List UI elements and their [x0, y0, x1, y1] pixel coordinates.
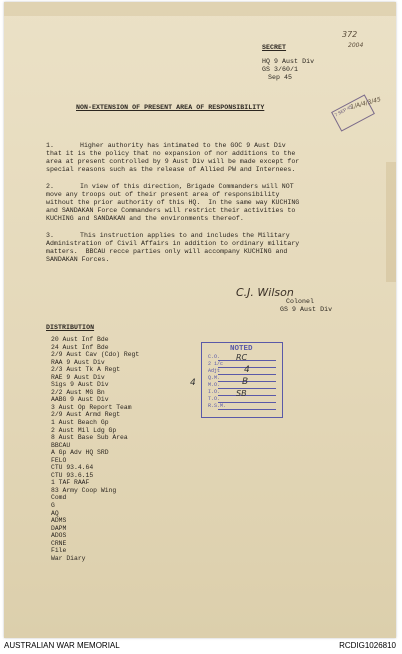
distribution-item: G — [51, 502, 55, 510]
distribution-item: CTU 93.4.64 — [51, 464, 94, 472]
distribution-item: AQ — [51, 509, 59, 517]
distribution-item: RAA 9 Aust Div — [51, 358, 105, 366]
distribution-item: 2/3 Aust Tk A Regt — [51, 366, 121, 374]
distribution-item: 2/2 Aust MG Bn — [51, 388, 105, 396]
distribution-item: CRNE — [51, 539, 67, 547]
distribution-item: 8 Aust Base Sub Area — [51, 434, 128, 442]
document-sheet — [4, 2, 396, 638]
distribution-heading: DISTRIBUTION — [46, 324, 95, 331]
distribution-item: 1 TAF RAAF — [51, 479, 90, 487]
paragraph-line: Administration of Civil Affairs in addition to ordinary military — [46, 240, 300, 247]
stamp-rule — [218, 395, 276, 396]
margin-mark: 4 — [190, 378, 196, 388]
paragraph-number: 3. — [46, 232, 54, 239]
distribution-item: 2/9 Aust Cav (Cdo) Regt — [51, 351, 140, 359]
hq-line: HQ 9 Aust Div — [262, 58, 315, 65]
paragraph-line: This instruction applies to and includes the Military — [80, 232, 290, 239]
paragraph-line: and SANDAKAN Force Commanders will restrict their activities to — [46, 207, 296, 214]
stamp-row-label: Adjt — [208, 368, 221, 374]
distribution-item: 24 Aust Inf Bde — [51, 343, 109, 351]
distribution-item: FELO — [51, 456, 67, 464]
stamp-row-label: M.O. — [208, 382, 221, 388]
distribution-item: BBCAU — [51, 441, 71, 449]
distribution-item: 1 Aust Beach Gp — [51, 419, 109, 427]
distribution-item: File — [51, 547, 67, 555]
distribution-item: 20 Aust Inf Bde — [51, 336, 109, 343]
paragraph-line: without the prior authority of this HQ. In the same way KUCHING — [46, 199, 300, 206]
page-number-secondary: 2004 — [348, 42, 364, 49]
stamp-row-label: T.O. — [208, 396, 221, 402]
stamp-initial: 4 — [244, 365, 250, 375]
distribution-list — [51, 336, 139, 562]
distribution-item: DAPM — [51, 524, 67, 532]
noted-stamp-title: NOTED — [230, 345, 253, 353]
stamp-rule — [218, 409, 276, 410]
paragraph-line: SANDAKAN Forces. — [46, 256, 110, 263]
stamp-row-label: I.O. — [208, 389, 221, 395]
paragraph-line: that it is the policy that no expansion of nor additions to the — [46, 150, 296, 157]
distribution-item: Comd — [51, 494, 67, 502]
received-stamp-text: 7 SEP 45 — [333, 104, 353, 118]
paragraph-line: special reasons such as the release of Allied PW and Internees. — [46, 166, 296, 173]
stamp-rule — [218, 388, 276, 389]
stamp-initial: B — [242, 377, 249, 387]
paragraph-line: KUCHING and SANDAKAN and the environments thereof. — [46, 215, 244, 222]
distribution-item: AABG 9 Aust Div — [51, 396, 109, 404]
distribution-item: ADMS — [51, 517, 67, 525]
distribution-item: A Gp Adv HQ SRD — [51, 449, 109, 457]
distribution-item: RAE 9 Aust Div — [51, 373, 105, 381]
handwritten-file-note: 1/A/4/3/45 — [349, 96, 382, 111]
paragraph-line: move any troops out of their present area of responsibility — [46, 191, 280, 198]
paragraph-number: 1. — [46, 142, 54, 149]
paper-stain — [386, 162, 396, 282]
signature-rank: Colonel — [286, 298, 315, 305]
distribution-item: 2/9 Aust Armd Regt — [51, 411, 121, 419]
distribution-item: CTU 93.6.15 — [51, 471, 94, 479]
paragraph-line: matters. BBCAU recce parties only will accompany KUCHING and — [46, 248, 288, 255]
stamp-initial: RC — [236, 353, 248, 362]
stamp-row-label: R.S.M. — [208, 403, 227, 409]
document-title: NON-EXTENSION OF PRESENT AREA OF RESPONSIBILITY — [76, 104, 265, 111]
paragraph-line: In view of this direction, Brigade Commanders will NOT — [80, 183, 294, 190]
distribution-item: 3 Aust Op Report Team — [51, 403, 132, 411]
paper-stain — [4, 2, 396, 16]
stamp-row-label: Q.M. — [208, 375, 221, 381]
footer-left: AUSTRALIAN WAR MEMORIAL — [4, 641, 120, 650]
classification-heading: SECRET — [262, 44, 287, 51]
distribution-item: War Diary — [51, 554, 86, 562]
distribution-item: 2 Aust Mil Ldg Gp — [51, 426, 117, 434]
distribution-item: Sigs 9 Aust Div — [51, 381, 109, 389]
paragraph-line: Higher authority has intimated to the GOC 9 Aust Div — [80, 142, 286, 149]
distribution-item: ADOS — [51, 532, 67, 540]
distribution-item: 83 Army Coop Wing — [51, 486, 117, 494]
stamp-rule — [218, 402, 276, 403]
paragraph-number: 2. — [46, 183, 54, 190]
stamp-row-label: 2 i/c — [208, 361, 224, 367]
date-line: Sep 45 — [268, 74, 293, 81]
signature: C.J. Wilson — [236, 286, 294, 299]
stamp-row-label: C.O. — [208, 354, 221, 360]
signature-appointment: GS 9 Aust Div — [280, 306, 333, 313]
stamp-initial: SB — [236, 389, 247, 398]
noted-stamp — [201, 342, 283, 418]
paragraph-line: area at present controlled by 9 Aust Div will be made except for — [46, 158, 300, 165]
reference-line: GS 3/60/1 — [262, 66, 299, 73]
page-number-handwritten: 372 — [342, 30, 358, 39]
footer-right: RCDIG1026810 — [339, 641, 396, 650]
